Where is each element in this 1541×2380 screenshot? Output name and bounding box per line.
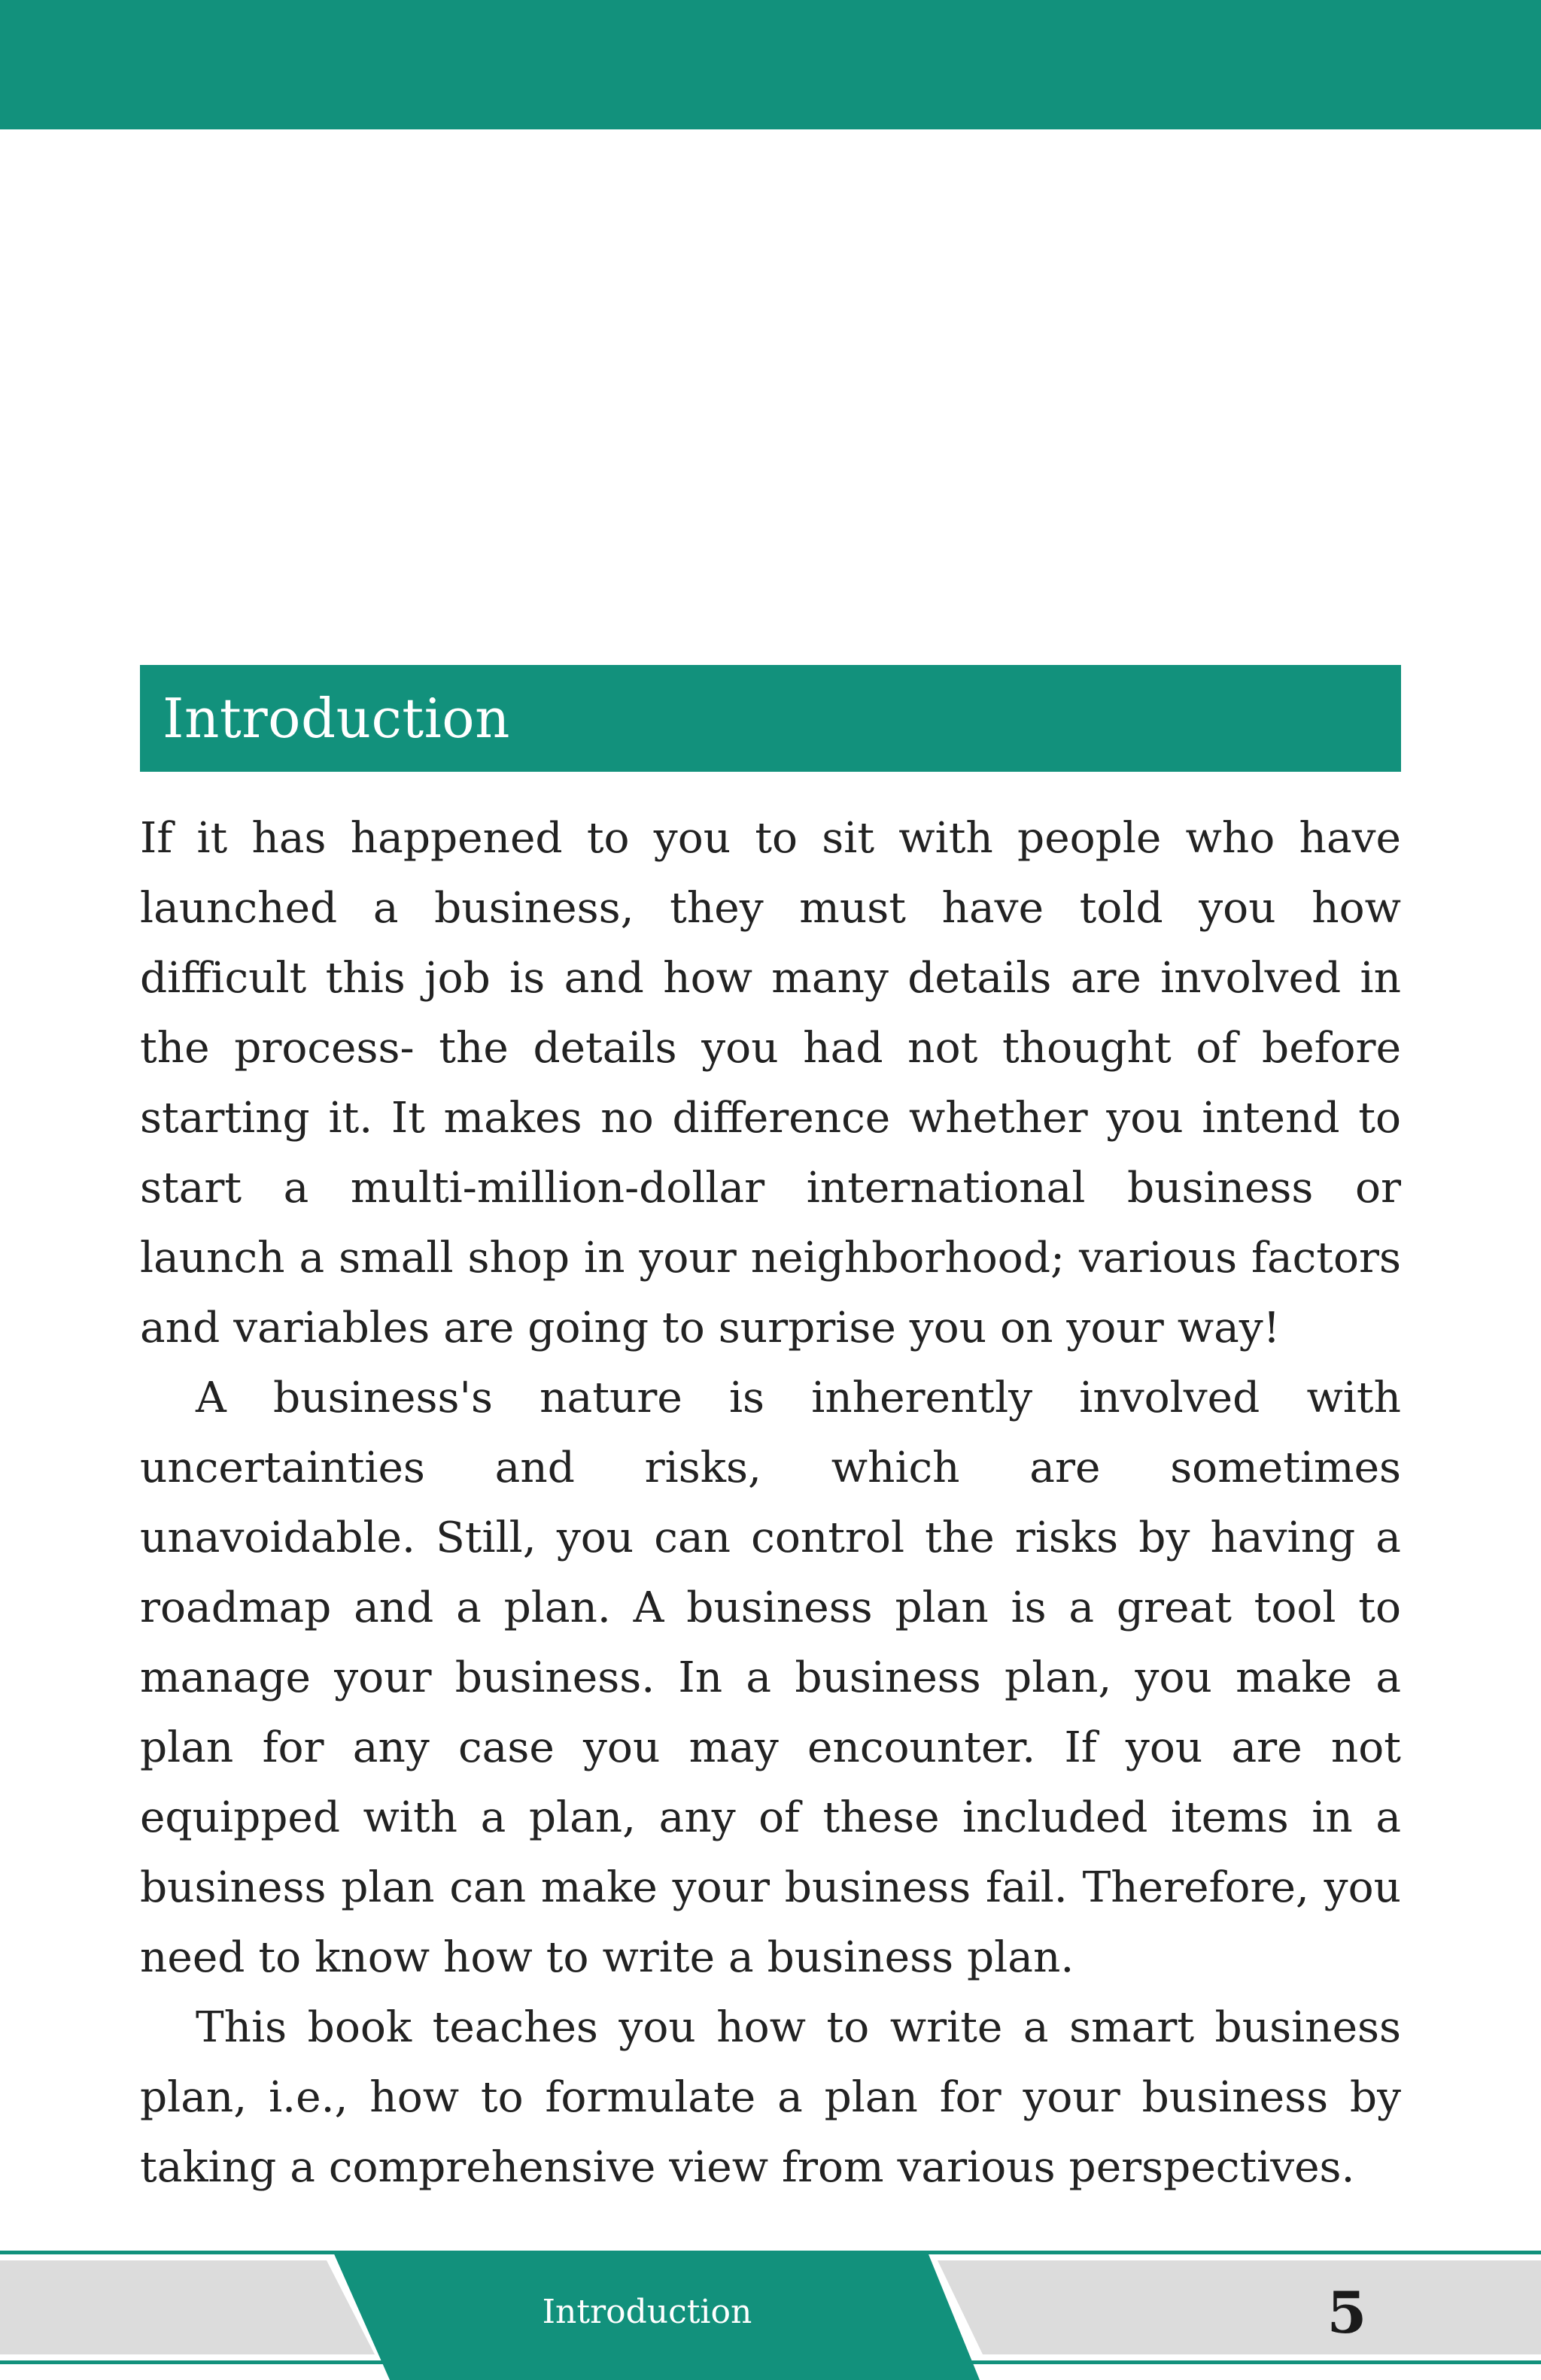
paragraph-1: If it has happened to you to sit with people who have launched a business, they must have told you how difficult this job is and how many details are involved in the process- the details you had not thought of before starting it. It makes no difference whether you intend to start a multi-million-dollar international business or launch a small shop in your neighborhood; various factors and variables are going to surprise you on your way! bbox=[140, 814, 1401, 1352]
body-text bbox=[140, 803, 1401, 2202]
section-heading: Introduction bbox=[163, 687, 510, 750]
paragraph-2: A business's nature is inherently involved with uncertainties and risks, which are sometimes unavoidable. Still, you can control the risks by having a roadmap and a plan. A business plan is a great tool to manage your business. In a business plan, you make a plan for any case you may encounter. If you are not equipped with a plan, any of these included items in a business plan can make your business fail. Therefore, you need to know how to write a business plan. bbox=[140, 1374, 1401, 1982]
footer-chapter-title: Introduction bbox=[542, 2293, 752, 2331]
page-number: 5 bbox=[1327, 2279, 1367, 2346]
section-header-bar bbox=[140, 665, 1401, 772]
top-banner bbox=[0, 0, 1541, 129]
page-footer bbox=[0, 2251, 1541, 2380]
paragraph-3: This book teaches you how to write a smart business plan, i.e., how to formulate a plan for your business by taking a comprehensive view from various perspectives. bbox=[140, 2003, 1401, 2192]
